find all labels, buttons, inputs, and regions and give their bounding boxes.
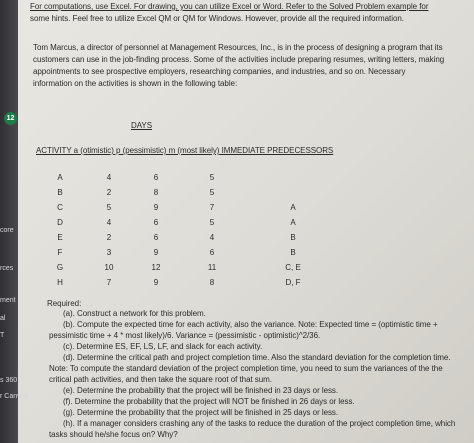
optimistic-cell: 7 — [106, 278, 112, 287]
pessimistic-cell: 12 — [151, 263, 161, 272]
most-likely-cell: 4 — [209, 233, 215, 242]
optimistic-cell: 2 — [106, 188, 112, 197]
most-likely-cell: 5 — [209, 188, 215, 197]
predecessor-cell: A — [290, 203, 296, 212]
optimistic-cell: 3 — [106, 248, 112, 257]
most-likely-cell: 11 — [207, 263, 217, 272]
optimistic-cell: 5 — [106, 203, 112, 212]
required-line: (e). Determine the probability that the project will be finished in 23 days or less. — [63, 386, 339, 395]
activity-cell: B — [57, 188, 63, 197]
optimistic-cell: 2 — [106, 233, 112, 242]
required-line: (g). Determine the probability that the project will be finished in 25 days or less. — [63, 408, 339, 417]
intro-line: some hints. Feel free to utilize Excel QM or QM for Windows. However, provide all the required information. — [30, 14, 404, 23]
activity-cell: C — [57, 203, 63, 212]
sidebar-label[interactable]: core — [0, 227, 14, 234]
question-badge: 12 — [4, 112, 17, 125]
intro-line: For computations, use Excel. For drawing, you can utilize Excel or Word. Refer to the Solved Problem example for — [30, 2, 429, 11]
pessimistic-cell: 9 — [153, 203, 159, 212]
pessimistic-cell: 6 — [153, 218, 159, 227]
scenario-line: Tom Marcus, a director of personnel at Management Resources, Inc., is in the process of designing a program that its — [33, 43, 443, 52]
required-line: (c). Determine ES, EF, LS, LF, and slack for each activity. — [63, 342, 263, 351]
predecessor-cell: B — [290, 248, 296, 257]
activity-cell: G — [56, 263, 64, 272]
required-line: (f). Determine the probability that the project will NOT be finished in 26 days or less. — [63, 397, 355, 406]
most-likely-cell: 6 — [209, 248, 215, 257]
sidebar-label[interactable]: T — [0, 332, 5, 339]
predecessor-cell: B — [290, 233, 296, 242]
scenario-line: customers can use in the job-finding process. Some of the activities include preparing resumes, writing letters, making — [33, 55, 445, 64]
sidebar-label[interactable]: al — [0, 315, 6, 322]
scenario-line: appointments to see prospective employers, researching companies, and industries, and so on. Necessary — [33, 67, 406, 76]
required-line: (a). Construct a network for this problem. — [63, 309, 206, 318]
optimistic-cell: 4 — [106, 173, 112, 182]
activity-cell: E — [57, 233, 63, 242]
required-line: (h). If a manager considers crashing any of the tasks to reduce the duration of the project completion time, which — [63, 419, 456, 428]
pessimistic-cell: 9 — [153, 248, 159, 257]
activity-cell: D — [57, 218, 63, 227]
activity-cell: A — [57, 173, 63, 182]
pessimistic-cell: 6 — [153, 233, 159, 242]
predecessor-cell: D, F — [285, 278, 301, 287]
pessimistic-cell: 6 — [153, 173, 159, 182]
required-line: Note: To compute the standard deviation of the project completion time, you need to sum the variances of the the — [49, 364, 443, 373]
required-line: pessimistic time + 4 * most likely)/6. Variance = (pessimistic - optimistic)^2/36. — [49, 331, 321, 340]
most-likely-cell: 5 — [209, 173, 215, 182]
required-line: tasks should he/she focus on? Why? — [49, 430, 178, 439]
sidebar-label[interactable]: s 360 — [0, 377, 18, 384]
sidebar-label[interactable]: rces — [0, 265, 14, 272]
activity-cell: F — [57, 248, 63, 257]
table-header: ACTIVITY a (otimistic) p (pessimistic) m (most likely) IMMEDIATE PREDECESSORS — [36, 146, 334, 155]
most-likely-cell: 5 — [209, 218, 215, 227]
activity-cell: H — [57, 278, 63, 287]
sidebar-label[interactable]: r Canvas — [0, 393, 29, 400]
sidebar-label[interactable]: ment — [0, 297, 16, 304]
scenario-line: information on the activities is shown in the following table: — [33, 79, 238, 88]
required-line: critical path activities, and then take the square root of that sum. — [49, 375, 272, 384]
table-title: DAYS — [131, 121, 152, 130]
required-line: (d). Determine the critical path and project completion time. Also the standard deviation for the completion time. — [63, 353, 451, 362]
most-likely-cell: 7 — [209, 203, 215, 212]
required-title: Required: — [47, 299, 82, 308]
required-line: (b). Compute the expected time for each activity, also the variance. Note: Expected time = (optimistic time + — [63, 320, 438, 329]
optimistic-cell: 10 — [104, 263, 114, 272]
pessimistic-cell: 9 — [153, 278, 159, 287]
predecessor-cell: C, E — [285, 263, 301, 272]
most-likely-cell: 8 — [209, 278, 215, 287]
predecessor-cell: A — [290, 218, 296, 227]
pessimistic-cell: 8 — [153, 188, 159, 197]
optimistic-cell: 4 — [106, 218, 112, 227]
